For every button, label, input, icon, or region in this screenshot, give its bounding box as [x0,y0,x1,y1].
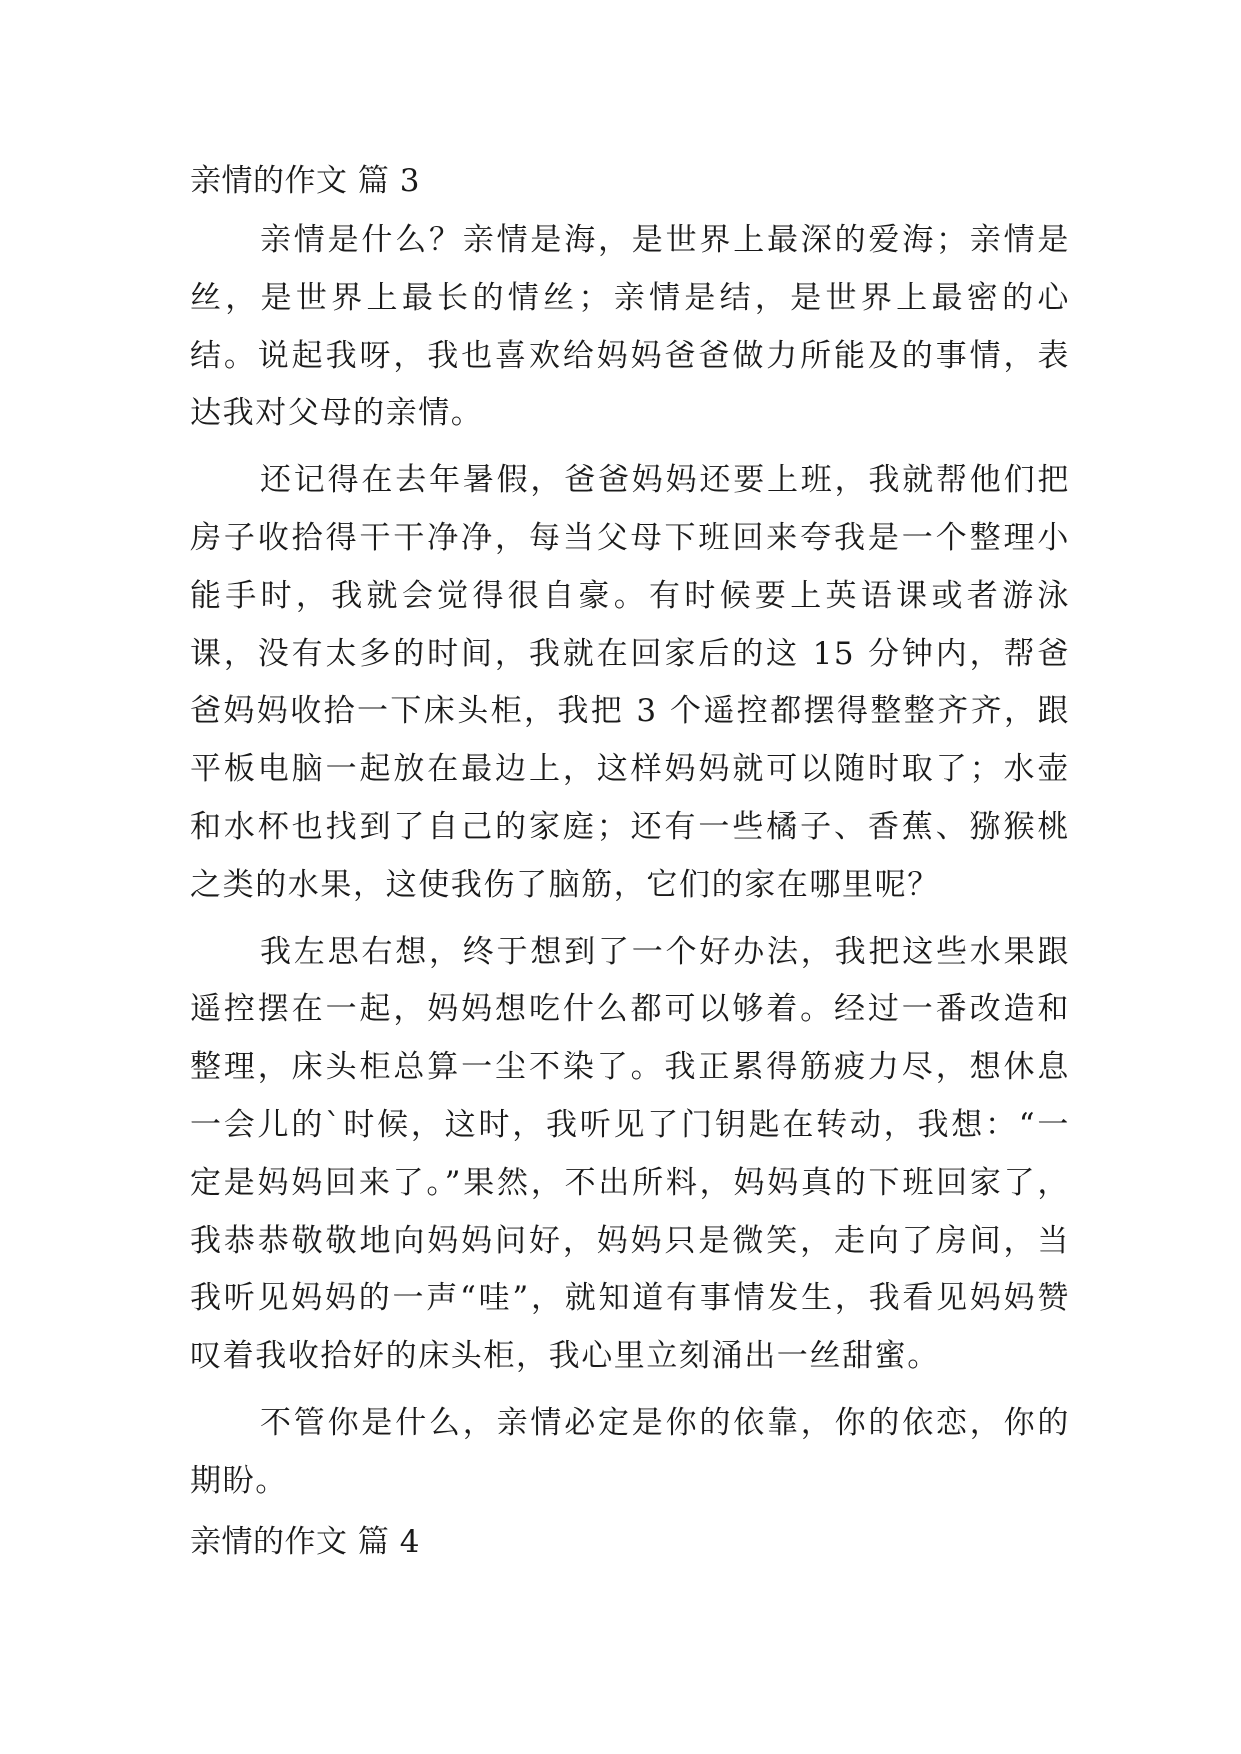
paragraph: 我左思右想，终于想到了一个好办法，我把这些水果跟遥控摆在一起，妈妈想吃什么都可以够着。经过一番改造和整理，床头柜总算一尘不染了。我正累得筋疲力尽，想休息一会儿的`时候，这时，我听见了门钥匙在转动，我想：“一定是妈妈回来了。”果然，不出所料，妈妈真的下班回家了，我恭恭敬敬地向妈妈问好，妈妈只是微笑，走向了房间，当我听见妈妈的一声“哇”，就知道有事情发生，我看见妈妈赞叹着我收拾好的床头柜，我心里立刻涌出一丝甜蜜。 [190,933,1070,1375]
paragraph-gap [190,1386,1070,1395]
section-title: 亲情的作文 篇 3 [190,163,420,199]
paragraph-gap [190,443,1070,452]
section-title: 亲情的作文 篇 4 [190,1523,420,1560]
paragraph: 还记得在去年暑假，爸爸妈妈还要上班，我就帮他们把房子收拾得干干净净，每当父母下班回来夸我是一个整理小能手时，我就会觉得很自豪。有时候要上英语课或者游泳课，没有太多的时间，我就在回家后的这 15 分钟内，帮爸爸妈妈收拾一下床头柜，我把 3 个遥控都摆得整整齐齐，跟平板电脑一起放在最边上，这样妈妈就可以随时取了；水壶和水杯也找到了自己的家庭；还有一些橘子、香蕉、猕猴桃之类的水果，这使我伤了脑筋，它们的家在哪里呢？ [190,462,1070,903]
document-page [190,150,1070,1573]
paragraph: 不管你是什么，亲情必定是你的依靠，你的依恋，你的期盼。 [190,1404,1070,1499]
paragraph: 亲情是什么？亲情是海，是世界上最深的爱海；亲情是丝，是世界上最长的情丝；亲情是结，是世界上最密的心结。说起我呀，我也喜欢给妈妈爸爸做力所能及的事情，表达我对父母的亲情。 [190,222,1070,432]
paragraph-gap [190,915,1070,924]
